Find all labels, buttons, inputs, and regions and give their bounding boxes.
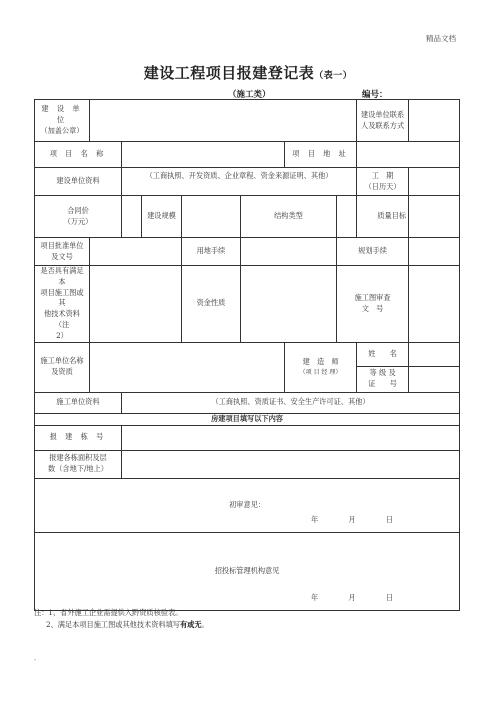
- form-title-main: 建设工程项目报建登记表: [143, 64, 315, 82]
- building-area-label: 报建各栋面积及层 数（含地下/地上）: [35, 450, 122, 478]
- preliminary-opinion-field[interactable]: [35, 478, 460, 532]
- project-name-field[interactable]: [122, 142, 285, 168]
- constructor-name-label: 姓 名: [357, 342, 409, 366]
- bidding-opinion-date: 年 月 日: [310, 592, 408, 602]
- construction-unit-docs-label: 建设单位资料: [35, 168, 122, 196]
- planning-procedure-label: 规划手续: [337, 238, 409, 266]
- drawings-available-label: 是否具有满足本 项目施工图或其 他技术资料（注 2）: [35, 266, 90, 343]
- quality-target-label: 质量目标: [357, 196, 409, 238]
- bidding-opinion-field[interactable]: [35, 532, 460, 610]
- constructor-label: 建 造 师 （项 目 经 理）: [285, 342, 357, 392]
- note-1: 注：1、省外施工企业需提供入黔资质核验表。: [34, 608, 183, 617]
- form-notes: [34, 607, 209, 631]
- structure-type-field[interactable]: [337, 196, 357, 238]
- construction-period-label: 工 期 （日历天）: [357, 168, 409, 196]
- contact-label: 建设单位联系 人及联系方式: [357, 100, 409, 142]
- footer-mark: -: [34, 656, 37, 664]
- doc-number-label: 编号：: [362, 90, 388, 100]
- contact-field[interactable]: [409, 100, 460, 142]
- contract-price-label: 合同价 （万元）: [35, 196, 122, 238]
- row-project: [35, 142, 460, 168]
- building-number-field[interactable]: [122, 425, 460, 450]
- fund-nature-field[interactable]: [241, 266, 337, 343]
- drawing-review-field[interactable]: [409, 266, 460, 343]
- row-building-number: [35, 425, 460, 450]
- land-procedure-label: 用地手续: [182, 238, 241, 266]
- construction-scale-label: 建设规模: [142, 196, 182, 238]
- construction-unit-field[interactable]: [90, 100, 357, 142]
- contractor-docs-field[interactable]: （工商执照、资质证书、安全生产许可证、其他）: [122, 392, 460, 413]
- row-contractor-a: [35, 342, 460, 366]
- row-drawings: [35, 266, 460, 343]
- construction-unit-label: 建 设 单 位 （加盖公章）: [35, 100, 90, 142]
- row-construction-unit: [35, 100, 460, 142]
- structure-type-label: 结构类型: [241, 196, 337, 238]
- row-section-header: [35, 413, 460, 425]
- project-address-label: 项 目 地 址: [285, 142, 357, 168]
- row-contractor-docs: [35, 392, 460, 413]
- note-2-emphasis: 有或无: [179, 620, 202, 630]
- construction-scale-field[interactable]: [182, 196, 241, 238]
- drawing-review-label: 施工图审查 文 号: [337, 266, 409, 343]
- doc-type: （施工类）: [228, 90, 271, 100]
- form-title-sub: （表一）: [314, 71, 353, 81]
- note-2: 2、满足本项目施工图或其他技术资料填写有或无。: [46, 620, 209, 630]
- preliminary-opinion-label: 初审意见：: [229, 499, 266, 509]
- row-contract: [35, 196, 460, 238]
- row-building-area: [35, 450, 460, 478]
- construction-period-field[interactable]: [409, 168, 460, 196]
- row-bidding-opinion: [35, 532, 460, 610]
- land-procedure-field[interactable]: [241, 238, 337, 266]
- bidding-opinion-label: 招投标管理机构意见: [214, 565, 280, 575]
- fund-nature-label: 资金性质: [182, 266, 241, 343]
- drawings-available-field[interactable]: [90, 266, 182, 343]
- form-title: [0, 62, 496, 83]
- planning-procedure-field[interactable]: [409, 238, 460, 266]
- project-name-label: 项 目 名 称: [35, 142, 122, 168]
- row-construction-unit-docs: [35, 168, 460, 196]
- quality-target-field[interactable]: [409, 196, 460, 238]
- header-mark: 精品文档: [426, 34, 456, 43]
- constructor-grade-label: 等 级 及 证 号: [357, 366, 409, 392]
- registration-form-table: [34, 99, 460, 611]
- housing-section-header: 房建项目填写以下内容: [35, 413, 460, 425]
- contractor-name-label: 施工单位名称 及资质: [35, 342, 90, 392]
- building-number-label: 报 建 栋 号: [35, 425, 122, 450]
- row-approval: [35, 238, 460, 266]
- approval-unit-field[interactable]: [90, 238, 182, 266]
- constructor-grade-field[interactable]: [409, 366, 460, 392]
- building-area-field[interactable]: [122, 450, 460, 478]
- construction-unit-docs-field[interactable]: （工商执照、开发资质、企业章程、资金来源证明、其他）: [122, 168, 357, 196]
- contractor-name-field[interactable]: [90, 342, 285, 392]
- approval-unit-label: 项目批准单位 及文号: [35, 238, 90, 266]
- preliminary-opinion-date: 年 月 日: [310, 514, 408, 524]
- constructor-name-field[interactable]: [409, 342, 460, 366]
- row-preliminary-opinion: [35, 478, 460, 532]
- contract-price-field[interactable]: [122, 196, 142, 238]
- project-address-field[interactable]: [357, 142, 460, 168]
- contractor-docs-label: 施工单位资料: [35, 392, 122, 413]
